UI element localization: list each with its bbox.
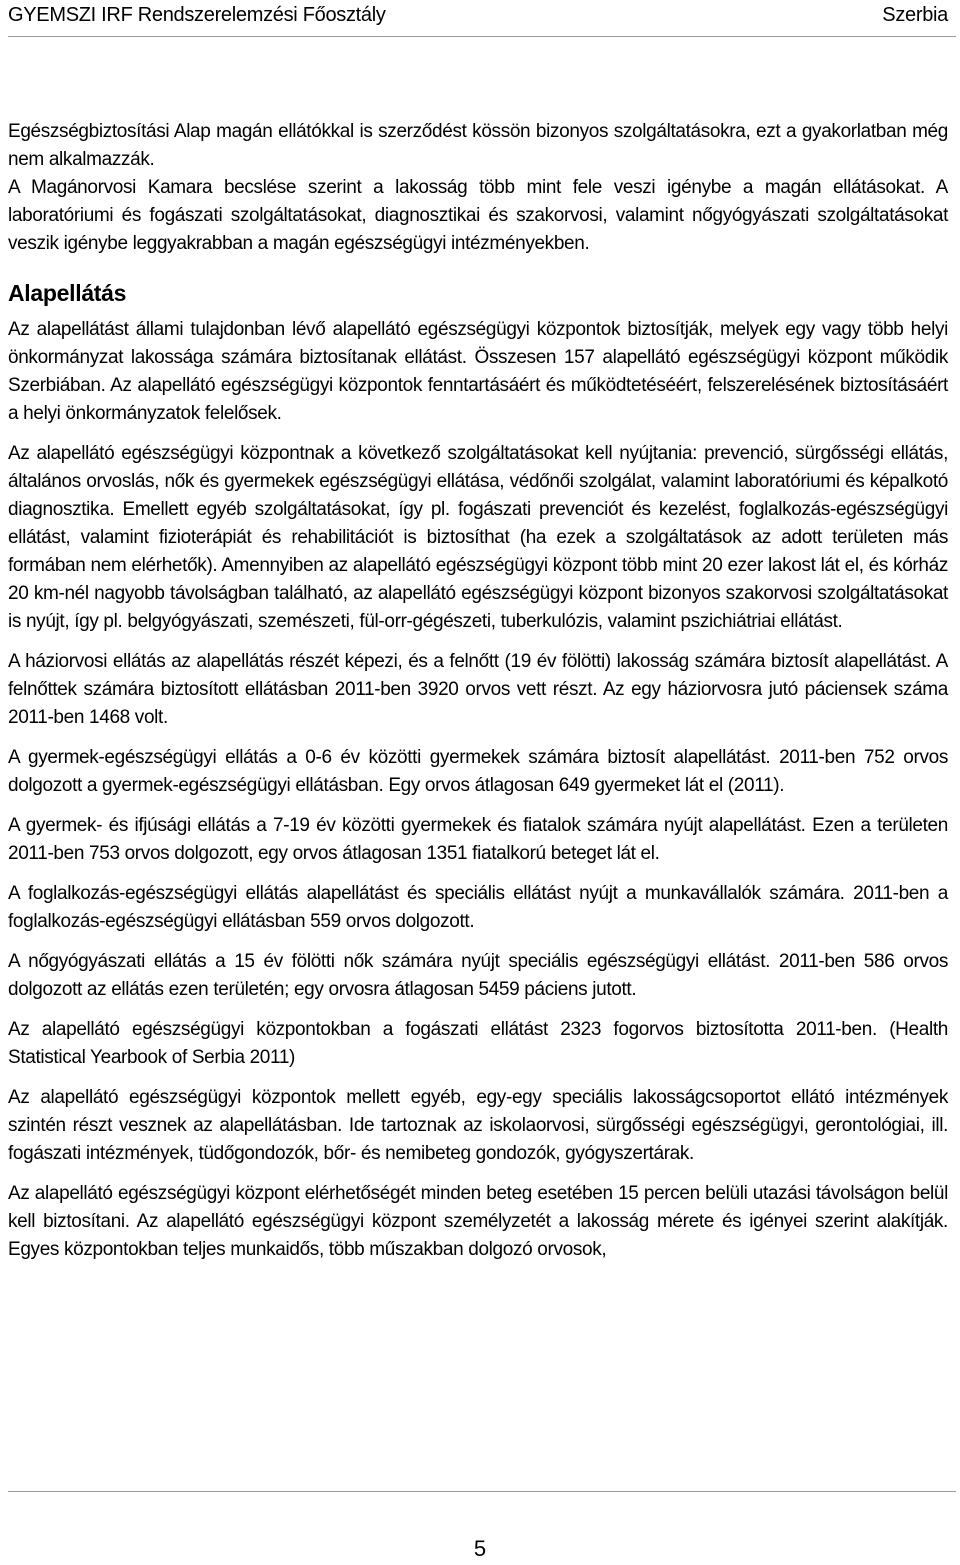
page-number: 5 xyxy=(473,1536,487,1561)
body-paragraph: Az alapellátást állami tulajdonban lévő alapellátó egészségügyi központok biztosítják, melyek egy vagy több helyi önkormányzat lakossága számára biztosítanak ellátást. Összesen 157 alapellátó egészségügyi központ működik Szerbiában. Az alapellátó egészségügyi központok fenntartásáért és működtetéséért, felszerelésének biztosításáért a helyi önkormányzatok felelősek. xyxy=(8,319,948,424)
body-paragraph: Az alapellátó egészségügyi központ elérhetőségét minden beteg esetében 15 percen belüli utazási távolságon belül kell biztosítani. Az alapellátó egészségügyi központ személyzetét a lakosság mérete és igényei szerint alakítják. Egyes központokban teljes munkaidős, több műszakban dolgozó orvosok, xyxy=(8,1183,948,1260)
section-heading: Alapellátás xyxy=(8,280,127,306)
page-header xyxy=(8,0,948,30)
body-paragraph: A foglalkozás-egészségügyi ellátás alapellátást és speciális ellátást nyújt a munkavállalók számára. 2011-ben a foglalkozás-egészségügyi ellátásban 559 orvos dolgozott. xyxy=(8,883,948,932)
document-body xyxy=(8,118,948,1264)
body-paragraph: A háziorvosi ellátás az alapellátás részét képezi, és a felnőtt (19 év fölötti) lakosság számára biztosít alapellátást. A felnőttek számára biztosított ellátásban 2011-ben 3920 orvos vett részt. Az egy háziorvosra jutó páciensek száma 2011-ben 1468 volt. xyxy=(8,651,948,728)
intro-paragraph: Egészségbiztosítási Alap magán ellátókkal is szerződést kössön bizonyos szolgáltatásokra, ezt a gyakorlatban még nem alkalmazzák. xyxy=(8,121,948,170)
body-paragraph: Az alapellátó egészségügyi központok mellett egyéb, egy-egy speciális lakosságcsoportot ellátó intézmények szintén részt vesznek az alapellátásban. Ide tartoznak az iskolaorvosi, sürgősségi egészségügyi, gerontológiai, ill. fogászati intézmények, tüdőgondozók, bőr- és nemibeteg gondozók, gyógyszertárak. xyxy=(8,1087,948,1164)
footer-divider xyxy=(8,1491,956,1492)
header-organization: GYEMSZI IRF Rendszerelemzési Főosztály xyxy=(8,3,386,26)
body-paragraph: Az alapellátó egészségügyi központnak a következő szolgáltatásokat kell nyújtania: prevenció, sürgősségi ellátás, általános orvoslás, nők és gyermekek egészségügyi ellátása, védőnői szolgálat, valamint laboratóriumi és képalkotó diagnosztika. Emellett egyéb szolgáltatásokat, így pl. fogászati prevenciót és kezelést, foglalkozás-egészségügyi ellátást, valamint fizioterápiát és rehabilitációt is biztosíthat (ha ezek a szolgáltatások az adott területen más formában nem elérhetők). Amennyiben az alapellátó egészségügyi központ több mint 20 ezer lakost lát el, és kórház 20 km-nél nagyobb távolságban található, az alapellátó egészségügyi központ bizonyos szakorvosi szolgáltatásokat is nyújt, így pl. belgyógyászati, szemészeti, fül-orr-gégészeti, tuberkulózis, valamint pszichiátriai ellátást. xyxy=(8,443,948,632)
body-paragraph: A gyermek- és ifjúsági ellátás a 7-19 év közötti gyermekek és fiatalok számára nyújt alapellátást. Ezen a területen 2011-ben 753 orvos dolgozott, egy orvos átlagosan 1351 fiatalkorú beteget lát el. xyxy=(8,815,948,864)
body-paragraph: Az alapellátó egészségügyi központokban a fogászati ellátást 2323 fogorvos biztosította 2011-ben. (Health Statistical Yearbook of Serbia 2011) xyxy=(8,1019,948,1068)
body-paragraph: A gyermek-egészségügyi ellátás a 0-6 év közötti gyermekek számára biztosít alapellátást. 2011-ben 752 orvos dolgozott a gyermek-egészségügyi ellátásban. Egy orvos átlagosan 649 gyermeket lát el (2011). xyxy=(8,747,948,796)
body-paragraph: A nőgyógyászati ellátás a 15 év fölötti nők számára nyújt speciális egészségügyi ellátást. 2011-ben 586 orvos dolgozott az ellátás ezen területén; egy orvosra átlagosan 5459 páciens jutott. xyxy=(8,951,948,1000)
intro-paragraph: A Magánorvosi Kamara becslése szerint a lakosság több mint fele veszi igénybe a magán ellátásokat. A laboratóriumi és fogászati szolgáltatásokat, diagnosztikai és szakorvosi, valamint nőgyógyászati szolgáltatásokat veszik igénybe leggyakrabban a magán egészségügyi intézményekben. xyxy=(8,177,948,254)
header-country: Szerbia xyxy=(882,3,948,26)
header-divider xyxy=(8,36,956,37)
